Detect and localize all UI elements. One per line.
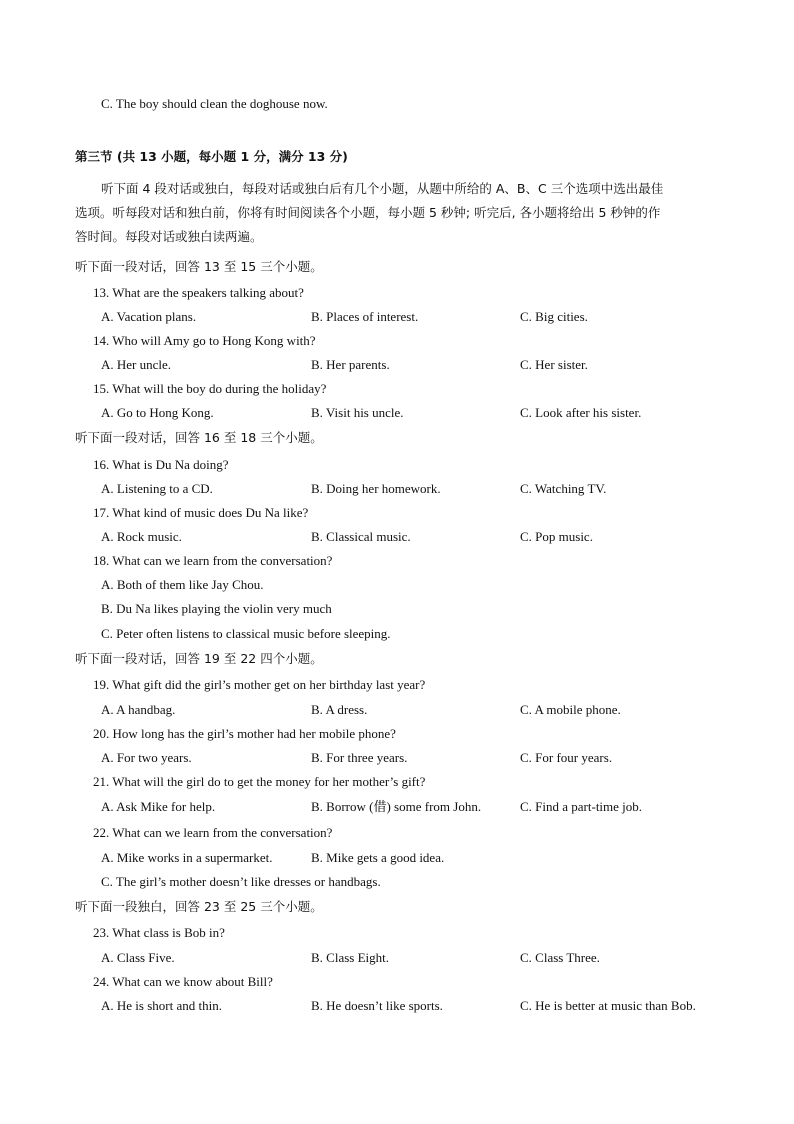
question-16: 16. What is Du Na doing?: [93, 457, 229, 472]
question-20-option-a: A. For two years.: [101, 750, 192, 765]
group-4-instruction: 听下面一段独白，回答 23 至 25 三个小题。: [75, 899, 323, 914]
group-2-instruction: 听下面一段对话，回答 16 至 18 三个小题。: [75, 430, 323, 445]
question-17-option-c: C. Pop music.: [520, 529, 593, 544]
question-12-option-c: C. The boy should clean the doghouse now.: [101, 96, 328, 111]
question-14-option-c: C. Her sister.: [520, 357, 588, 372]
question-14-option-b: B. Her parents.: [311, 357, 390, 372]
question-20-option-b: B. For three years.: [311, 750, 408, 765]
question-17: 17. What kind of music does Du Na like?: [93, 505, 309, 520]
question-15-option-a: A. Go to Hong Kong.: [101, 405, 214, 420]
instruction-line-3: 答时间。每段对话或独白读两遍。: [75, 229, 263, 244]
question-16-option-b: B. Doing her homework.: [311, 481, 441, 496]
question-16-option-c: C. Watching TV.: [520, 481, 607, 496]
question-24-option-c: C. He is better at music than Bob.: [520, 998, 696, 1013]
question-15-option-c: C. Look after his sister.: [520, 405, 642, 420]
question-17-option-b: B. Classical music.: [311, 529, 411, 544]
question-24: 24. What can we know about Bill?: [93, 974, 273, 989]
question-16-option-a: A. Listening to a CD.: [101, 481, 213, 496]
question-24-option-a: A. He is short and thin.: [101, 998, 222, 1013]
question-14-option-a: A. Her uncle.: [101, 357, 172, 372]
question-20-option-c: C. For four years.: [520, 750, 613, 765]
section-title: 第三节 (共 13 小题，每小题 1 分，满分 13 分): [75, 149, 348, 164]
question-13-option-c: C. Big cities.: [520, 309, 588, 324]
question-19-option-c: C. A mobile phone.: [520, 702, 621, 717]
question-18: 18. What can we learn from the conversation?: [93, 553, 333, 568]
group-3-instruction: 听下面一段对话，回答 19 至 22 四个小题。: [75, 651, 323, 666]
question-19-option-a: A. A handbag.: [101, 702, 176, 717]
question-13-option-a: A. Vacation plans.: [101, 309, 197, 324]
question-18-option-b: B. Du Na likes playing the violin very much: [101, 601, 332, 616]
question-15-option-b: B. Visit his uncle.: [311, 405, 404, 420]
group-1-instruction: 听下面一段对话，回答 13 至 15 三个小题。: [75, 259, 323, 274]
question-17-option-a: A. Rock music.: [101, 529, 182, 544]
question-14: 14. Who will Amy go to Hong Kong with?: [93, 333, 316, 348]
instruction-line-1: 听下面 4 段对话或独白，每段对话或独白后有几个小题，从题中所给的 A、B、C 三个选项中选出最佳: [101, 181, 664, 196]
question-21-option-c: C. Find a part-time job.: [520, 799, 643, 814]
question-18-option-a: A. Both of them like Jay Chou.: [101, 577, 264, 592]
question-22-option-c: C. The girl’s mother doesn’t like dresses or handbags.: [101, 874, 381, 889]
question-21: 21. What will the girl do to get the money for her mother’s gift?: [93, 774, 426, 789]
question-21-option-a: A. Ask Mike for help.: [101, 799, 216, 814]
question-13: 13. What are the speakers talking about?: [93, 285, 304, 300]
question-20: 20. How long has the girl’s mother had her mobile phone?: [93, 726, 396, 741]
question-21-option-b: B. Borrow (借) some from John.: [311, 799, 482, 814]
question-23-option-b: B. Class Eight.: [311, 950, 390, 965]
question-23: 23. What class is Bob in?: [93, 925, 225, 940]
question-23-option-a: A. Class Five.: [101, 950, 175, 965]
question-22: 22. What can we learn from the conversation?: [93, 825, 333, 840]
question-18-option-c: C. Peter often listens to classical music before sleeping.: [101, 626, 391, 641]
question-22-option-a: A. Mike works in a supermarket.: [101, 850, 273, 865]
question-19: 19. What gift did the girl’s mother get on her birthday last year?: [93, 677, 426, 692]
question-19-option-b: B. A dress.: [311, 702, 368, 717]
instruction-line-2: 选项。听每段对话和独白前，你将有时间阅读各个小题，每小题 5 秒钟; 听完后, 各小题将给出 5 秒钟的作: [75, 205, 661, 220]
question-15: 15. What will the boy do during the holiday?: [93, 381, 327, 396]
question-22-option-b: B. Mike gets a good idea.: [311, 850, 445, 865]
question-13-option-b: B. Places of interest.: [311, 309, 419, 324]
question-24-option-b: B. He doesn’t like sports.: [311, 998, 443, 1013]
question-23-option-c: C. Class Three.: [520, 950, 600, 965]
